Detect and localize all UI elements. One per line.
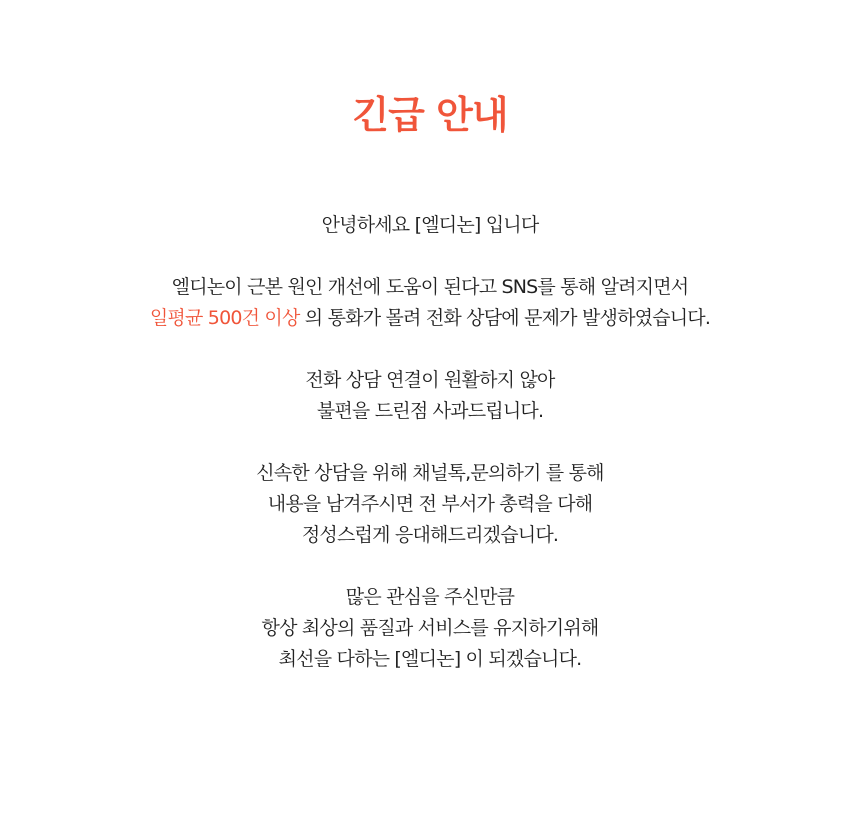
contact-line-3: 정성스럽게 응대해드리겠습니다. [301, 524, 559, 546]
call-volume-highlight: 일평균 500건 이상 [149, 307, 300, 329]
issue-line-2-rest: 의 통화가 몰려 전화 상담에 문제가 발생하였습니다. [299, 307, 711, 329]
issue-line-2 [0, 303, 860, 334]
apology-paragraph [0, 365, 860, 427]
closing-line-1: 많은 관심을 주신만큼 [345, 586, 515, 608]
issue-line-1: 엘디논이 근본 원인 개선에 도움이 된다고 SNS를 통해 알려지면서 [171, 276, 689, 298]
greeting-line: 안녕하세요 [엘디논] 입니다 [321, 214, 539, 236]
closing-paragraph [0, 582, 860, 675]
apology-line-1: 전화 상담 연결이 원활하지 않아 [305, 369, 555, 391]
issue-paragraph [0, 272, 860, 334]
contact-line-1: 신속한 상담을 위해 채널톡,문의하기 를 통해 [256, 462, 604, 484]
closing-line-2: 항상 최상의 품질과 서비스를 유지하기위해 [261, 617, 599, 639]
apology-line-2: 불편을 드린점 사과드립니다. [316, 400, 544, 422]
greeting-paragraph [0, 210, 860, 241]
notice-title: 긴급 안내 [352, 93, 508, 137]
closing-line-3: 최선을 다하는 [엘디논] 이 되겠습니다. [278, 648, 582, 670]
contact-line-2: 내용을 남겨주시면 전 부서가 총력을 다해 [267, 493, 593, 515]
contact-paragraph [0, 458, 860, 551]
notice-body [0, 210, 860, 706]
